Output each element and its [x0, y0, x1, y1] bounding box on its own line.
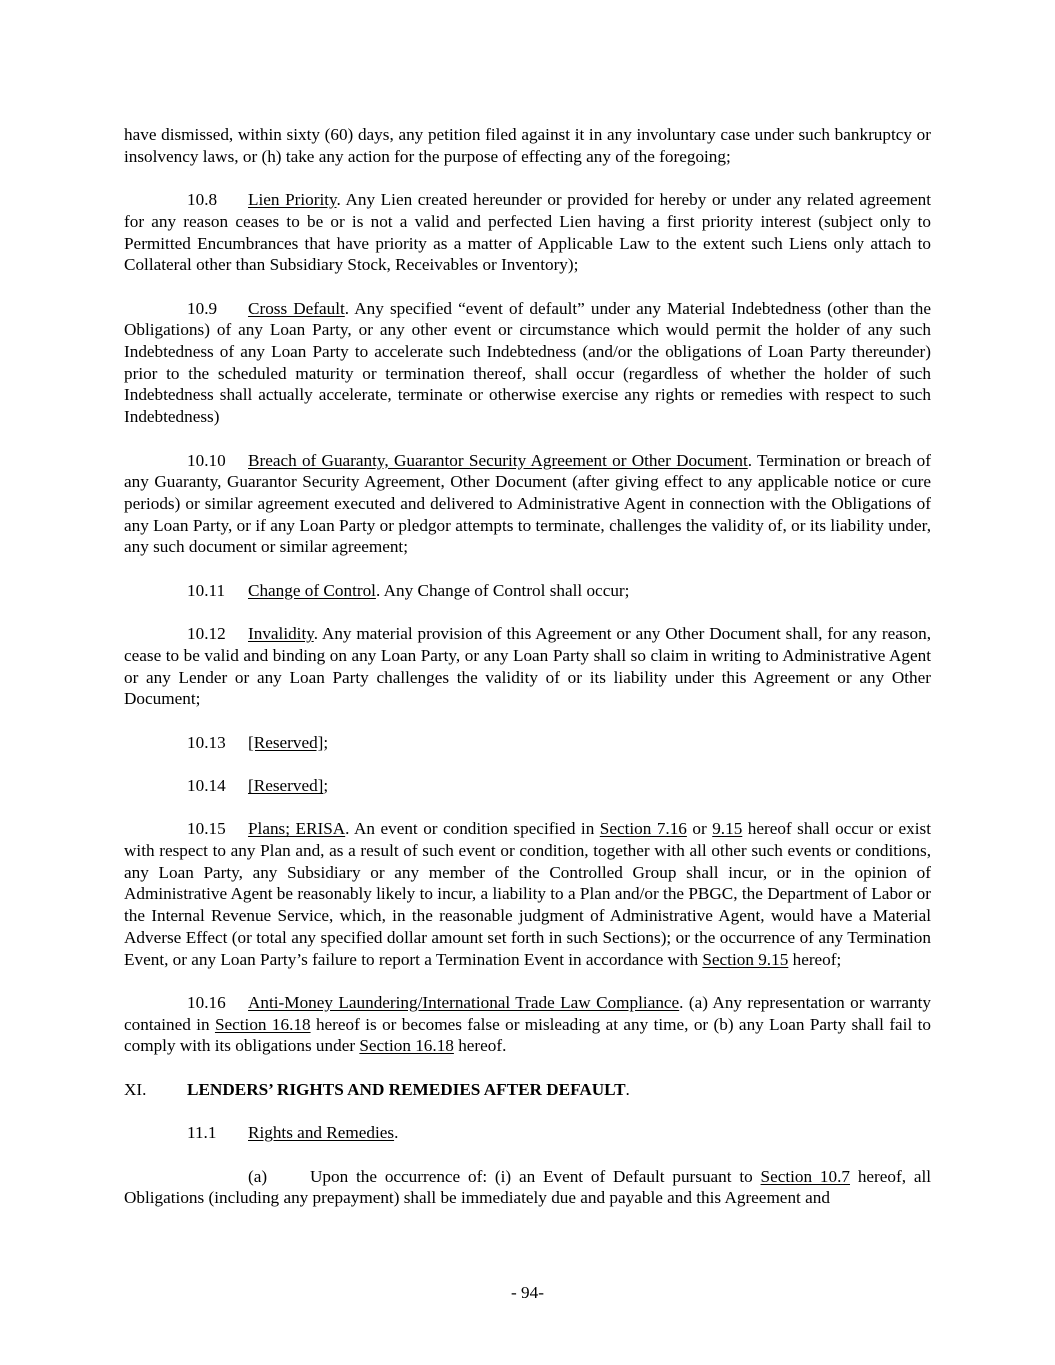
section-text: hereof, all Obligations (including any prepayment) shall be immediately due and payable and this Agreement and	[124, 1166, 931, 1208]
section-10-10	[124, 450, 931, 559]
section-text: . Any specified “event of default” under any Material Indebtedness (other than the Obligations) of any Loan Party, or any other event or circumstance which would permit the holder of any such Indebtedness of any Loan Party to accelerate such Indebtedness (and/or the obligations of Loan Party thereunder) prior to the scheduled maturity or termination thereof, shall occur (regardless of whether the holder of such Indebtedness shall actually accelerate, terminate or otherwise exercise any rights or remedies with respect to such Indebtedness)	[124, 298, 931, 427]
page-body	[124, 124, 931, 1231]
section-title: Change of Control	[248, 580, 376, 600]
section-10-15	[124, 818, 931, 970]
section-number: 10.15	[187, 819, 226, 839]
section-10-11	[124, 580, 931, 602]
section-text: . Any material provision of this Agreement or any Other Document shall, for any reason, cease to be valid and binding on any Loan Party, or any Loan Party shall so claim in writing to Administrative Agent or any Lender or any Loan Party challenges the validity of or its liability under this Agreement or any Other Document;	[124, 624, 931, 709]
section-text: ;	[323, 732, 329, 752]
section-text: .	[394, 1123, 399, 1143]
section-text: hereof.	[453, 1036, 507, 1056]
section-10-12	[124, 623, 931, 710]
section-title: Invalidity	[248, 624, 314, 644]
article-xi-heading	[124, 1079, 931, 1101]
article-number: XI.	[124, 1079, 147, 1099]
section-title: Breach of Guaranty, Guarantor Security Agreement or Other Document	[248, 450, 748, 470]
cross-reference-link: Section 16.18	[359, 1036, 454, 1056]
section-number: 10.8	[187, 190, 218, 210]
cross-reference-link: Section 10.7	[760, 1166, 850, 1186]
section-text: . Any Lien created hereunder or provided for hereby or under any related agreement for any reason ceases to be or is not a valid and perfected Lien having a first priority interest (subject only to Permitted Encumbrances that have priority as a matter of Applicable Law to the extent such Liens only attach to Collateral other than Subsidiary Stock, Receivables or Inventory);	[124, 190, 931, 275]
section-11-1	[124, 1122, 931, 1144]
section-title: Cross Default	[248, 298, 345, 318]
section-text: . (a) Any representation or warranty contained in	[124, 992, 931, 1034]
section-10-8	[124, 189, 931, 276]
section-title: [Reserved]	[248, 775, 324, 795]
section-title: [Reserved]	[248, 732, 324, 752]
section-text: Upon the occurrence of: (i) an Event of Default pursuant to	[310, 1166, 761, 1186]
section-number: 10.14	[187, 775, 226, 795]
section-title: Anti-Money Laundering/International Trade Law Compliance	[248, 992, 680, 1012]
section-10-16	[124, 992, 931, 1057]
page-number: - 94-	[511, 1283, 544, 1302]
subsection-number: (a)	[248, 1166, 268, 1186]
section-10-9	[124, 298, 931, 428]
section-text: . Termination or breach of any Guaranty, Guarantor Security Agreement, Other Document (after giving effect to any applicable notice or cure periods) or similar agreement executed and delivered to Administrative Agent in connection with the Obligations of any Loan Party, or if any Loan Party or pledgor attempts to terminate, challenges the validity of, or its liability under, any such document or similar agreement;	[124, 450, 931, 557]
section-number: 10.10	[187, 450, 226, 470]
section-text: . Any Change of Control shall occur;	[375, 580, 630, 600]
section-10-14	[124, 775, 931, 797]
section-number: 10.11	[187, 580, 226, 600]
section-number: 10.13	[187, 732, 226, 752]
section-11-1-a	[124, 1166, 931, 1209]
article-title-tail: .	[625, 1079, 630, 1099]
cross-reference-link: 9.15	[712, 819, 743, 839]
section-title: Lien Priority	[248, 190, 337, 210]
section-text: or	[686, 819, 713, 839]
cross-reference-link: Section 16.18	[214, 1014, 311, 1034]
cross-reference-link: Section 9.15	[702, 949, 789, 969]
cross-reference-link: Section 7.16	[599, 819, 687, 839]
section-text: hereof is or becomes false or misleading at any time, or (b) any Loan Party shall fail to comply with its obligations under	[124, 1014, 931, 1056]
section-text: hereof;	[788, 949, 842, 969]
section-title: Rights and Remedies	[248, 1123, 395, 1143]
section-text: ;	[323, 775, 329, 795]
section-number: 10.12	[187, 624, 226, 644]
article-title: LENDERS’ RIGHTS AND REMEDIES AFTER DEFAULT	[187, 1079, 626, 1099]
section-text: hereof shall occur or exist with respect to any Plan and, as a result of such event or condition, together with all other such events or conditions, any Loan Party, any Subsidiary or any member of the Controlled Group shall incur, or in the opinion of Administrative Agent be reasonably likely to incur, a liability to a Plan and/or the PBGC, the Department of Labor or the Internal Revenue Service, which, in the reasonable judgment of Administrative Agent, would have a Material Adverse Effect (or total any specified dollar amount set forth in such Sections); or the occurrence of any Termination Event, or any Loan Party’s failure to report a Termination Event in accordance with	[124, 819, 931, 969]
paragraph-text: have dismissed, within sixty (60) days, any petition filed against it in any involuntary case under such bankruptcy or insolvency laws, or (h) take any action for the purpose of effecting any of the foregoing;	[124, 125, 931, 166]
section-10-13	[124, 732, 931, 754]
section-number: 11.1	[187, 1123, 217, 1143]
section-title: Plans; ERISA	[248, 819, 346, 839]
section-number: 10.9	[187, 298, 218, 318]
paragraph-continuation	[124, 124, 931, 167]
section-number: 10.16	[187, 992, 226, 1012]
section-text: . An event or condition specified in	[345, 819, 600, 839]
